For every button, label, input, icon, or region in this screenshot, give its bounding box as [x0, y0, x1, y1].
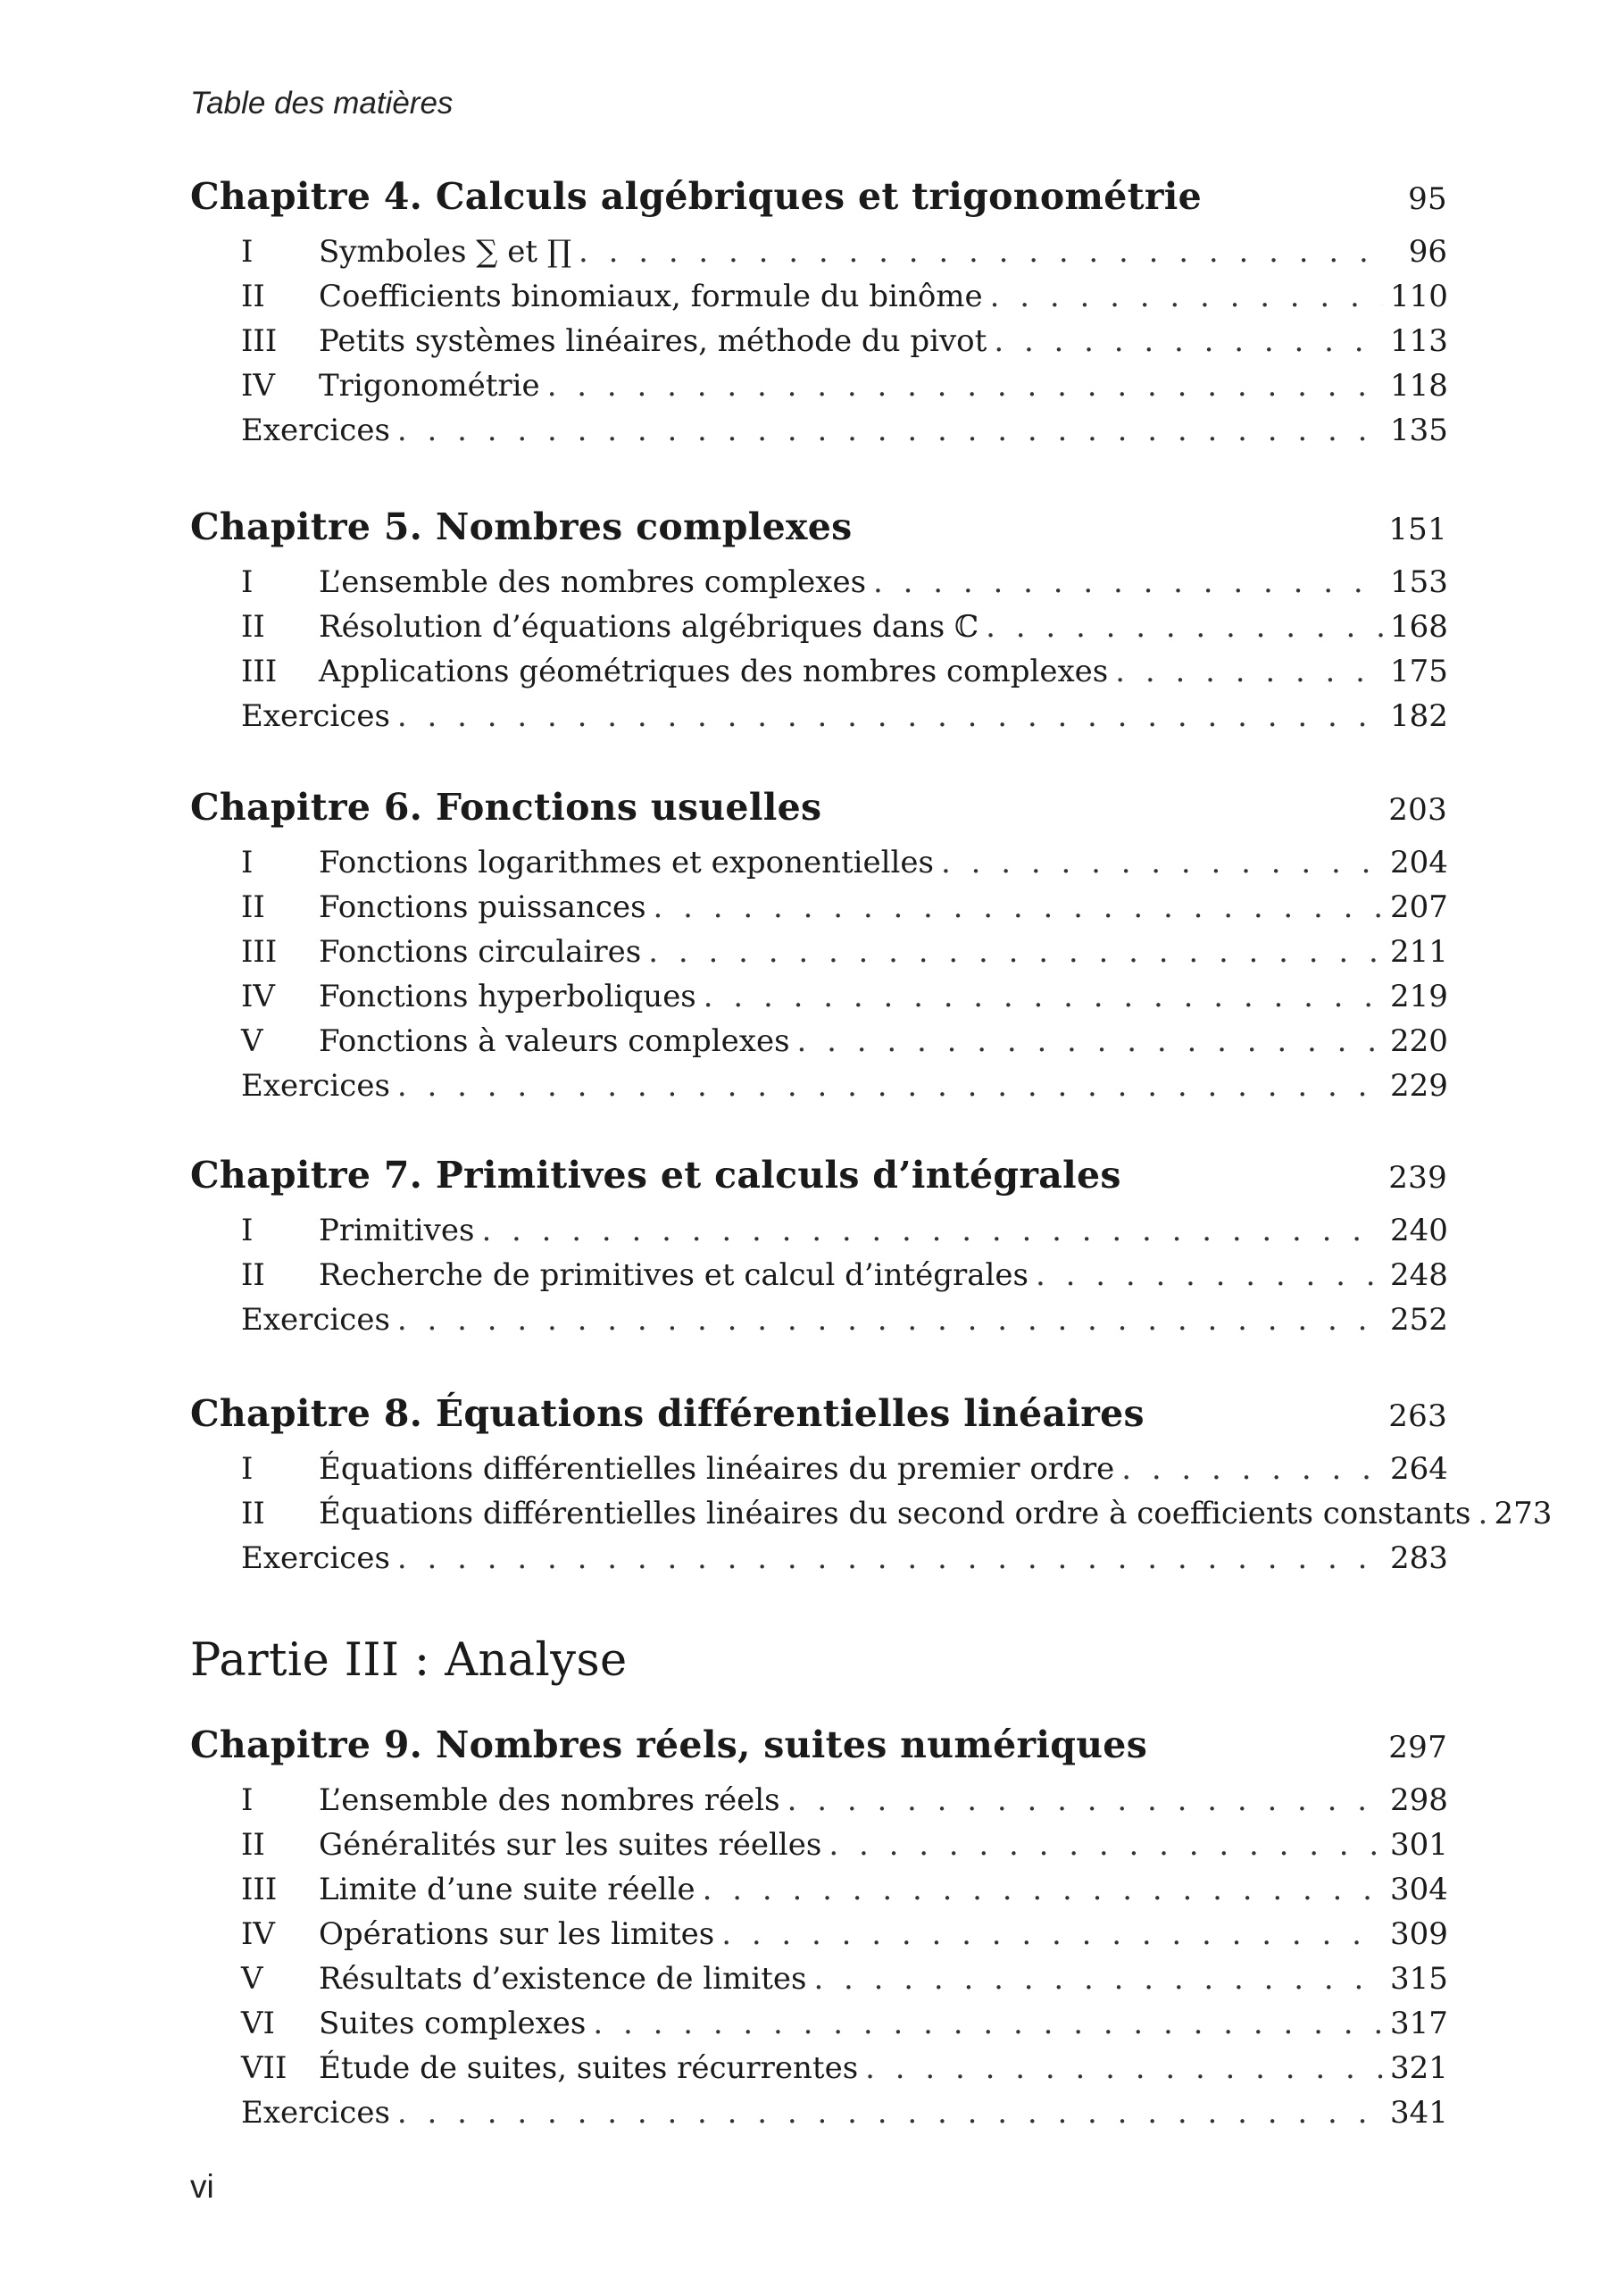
chapter-title: Chapitre 8. Équations différentielles linéaires	[190, 1392, 1145, 1435]
section-number: II	[241, 1496, 265, 1531]
toc-entry[interactable]	[190, 1019, 1447, 1064]
section-page-number: 219	[1390, 979, 1448, 1014]
section-title: Exercices	[241, 413, 390, 448]
section-page-number: 220	[1390, 1023, 1448, 1059]
section-number: I	[241, 1213, 254, 1248]
section-title: L’ensemble des nombres réels	[319, 1782, 780, 1818]
chapter-page-number: 95	[1408, 181, 1447, 217]
section-page-number: 248	[1390, 1257, 1448, 1293]
section-number: V	[241, 1961, 263, 1997]
section-title: Fonctions puissances	[319, 889, 646, 925]
section-page-number: 182	[1390, 698, 1448, 734]
toc-entry[interactable]	[190, 1956, 1447, 2001]
section-title: Exercices	[241, 1540, 390, 1576]
chapter-title: Chapitre 9. Nombres réels, suites numériques	[190, 1723, 1148, 1766]
chapter-heading[interactable]	[190, 171, 1447, 224]
dot-leader	[1478, 1491, 1487, 1536]
section-page-number: 341	[1390, 2095, 1448, 2131]
section-number: II	[241, 279, 265, 314]
toc-entry[interactable]	[190, 1064, 1447, 1108]
section-number: II	[241, 1257, 265, 1293]
section-page-number: 135	[1390, 413, 1448, 448]
section-title: Résultats d’existence de limites	[319, 1961, 807, 1997]
dot-leader	[941, 840, 1383, 885]
section-page-number: 315	[1390, 1961, 1448, 1997]
chapter-page-number: 151	[1388, 512, 1447, 547]
section-list	[190, 229, 1447, 453]
dot-leader	[813, 1956, 1383, 2001]
section-number: V	[241, 1023, 263, 1059]
chapter-title: Chapitre 6. Fonctions usuelles	[190, 786, 822, 829]
chapter-block	[190, 502, 1447, 738]
section-title: Trigonométrie	[319, 368, 540, 404]
section-title: Petits systèmes linéaires, méthode du pivot	[319, 323, 987, 359]
section-title: Fonctions hyperboliques	[319, 979, 696, 1014]
toc-entry[interactable]	[190, 840, 1447, 885]
toc-entry[interactable]	[190, 1491, 1553, 1536]
section-page-number: 211	[1390, 934, 1448, 970]
toc-entry[interactable]	[190, 229, 1447, 274]
section-title: Applications géométriques des nombres complexes	[319, 654, 1109, 689]
dot-leader	[873, 560, 1383, 605]
chapter-block	[190, 1389, 1553, 1581]
section-number: I	[241, 1451, 254, 1487]
section-page-number: 153	[1390, 564, 1448, 600]
chapter-heading[interactable]	[190, 1720, 1447, 1773]
section-title: Exercices	[241, 698, 390, 734]
section-list	[190, 1447, 1553, 1581]
section-page-number: 204	[1390, 845, 1448, 880]
section-list	[190, 560, 1447, 738]
chapter-block	[190, 1720, 1447, 2135]
toc-entry[interactable]	[190, 1536, 1447, 1581]
section-page-number: 252	[1390, 1302, 1448, 1338]
section-title: Fonctions à valeurs complexes	[319, 1023, 790, 1059]
toc-entry[interactable]	[190, 1823, 1447, 1867]
chapter-block	[190, 1150, 1447, 1342]
section-number: I	[241, 234, 254, 270]
chapter-page-number: 263	[1388, 1398, 1447, 1434]
section-list	[190, 1208, 1447, 1342]
toc-entry[interactable]	[190, 560, 1447, 605]
dot-leader	[397, 694, 1383, 738]
section-title: Étude de suites, suites récurrentes	[319, 2050, 859, 2086]
section-number: IV	[241, 368, 275, 404]
chapter-title: Chapitre 4. Calculs algébriques et trigonométrie	[190, 175, 1203, 218]
toc-entry[interactable]	[190, 885, 1447, 930]
toc-entry[interactable]	[190, 274, 1447, 319]
section-title: Primitives	[319, 1213, 475, 1248]
page-number: vi	[190, 2168, 214, 2205]
dot-leader	[481, 1208, 1383, 1253]
section-list	[190, 840, 1447, 1108]
chapter-title: Chapitre 5. Nombres complexes	[190, 505, 853, 548]
section-page-number: 264	[1390, 1451, 1448, 1487]
toc-entry[interactable]	[190, 605, 1447, 649]
toc-entry[interactable]	[190, 2090, 1447, 2135]
section-title: Opérations sur les limites	[319, 1916, 715, 1952]
section-title: Fonctions logarithmes et exponentielles	[319, 845, 934, 880]
chapter-page-number: 239	[1388, 1160, 1447, 1196]
toc-entry[interactable]	[190, 319, 1447, 363]
dot-leader	[397, 1064, 1383, 1108]
chapter-page-number: 297	[1388, 1730, 1447, 1765]
section-number: I	[241, 1782, 254, 1818]
dot-leader	[648, 930, 1383, 974]
section-page-number: 118	[1390, 368, 1448, 404]
toc-entry[interactable]	[190, 930, 1447, 974]
dot-leader	[1121, 1447, 1383, 1491]
dot-leader	[593, 2001, 1383, 2046]
section-title: Limite d’une suite réelle	[319, 1872, 695, 1907]
dot-leader	[703, 1867, 1383, 1912]
dot-leader	[986, 605, 1383, 649]
toc-entry[interactable]	[190, 363, 1447, 408]
section-title: Résolution d’équations algébriques dans ℂ	[319, 609, 979, 645]
section-page-number: 283	[1390, 1540, 1448, 1576]
section-title: L’ensemble des nombres complexes	[319, 564, 867, 600]
section-page-number: 321	[1390, 2050, 1448, 2086]
chapter-heading[interactable]	[190, 1150, 1447, 1203]
toc-entry[interactable]	[190, 1778, 1447, 1823]
section-number: III	[241, 934, 278, 970]
section-number: III	[241, 323, 278, 359]
section-title: Généralités sur les suites réelles	[319, 1827, 822, 1863]
section-title: Fonctions circulaires	[319, 934, 642, 970]
dot-leader	[797, 1019, 1383, 1064]
section-title: Équations différentielles linéaires du premier ordre	[319, 1451, 1115, 1487]
chapter-block	[190, 782, 1447, 1108]
section-page-number: 113	[1390, 323, 1448, 359]
dot-leader	[397, 408, 1383, 453]
dot-leader	[1115, 649, 1383, 694]
chapter-block	[190, 171, 1447, 453]
dot-leader	[397, 1297, 1383, 1342]
dot-leader	[994, 319, 1383, 363]
section-page-number: 168	[1390, 609, 1448, 645]
part-title: Partie III : Analyse	[190, 1634, 628, 1687]
section-page-number: 229	[1390, 1068, 1448, 1104]
dot-leader	[397, 1536, 1383, 1581]
section-title: Symboles ∑ et ∏	[319, 234, 571, 270]
dot-leader	[547, 363, 1383, 408]
toc-entry[interactable]	[190, 1912, 1447, 1956]
section-page-number: 240	[1390, 1213, 1448, 1248]
section-title: Équations différentielles linéaires du second ordre à coefficients constants	[319, 1496, 1471, 1531]
dot-leader	[721, 1912, 1383, 1956]
section-number: II	[241, 609, 265, 645]
section-page-number: 309	[1390, 1916, 1448, 1952]
section-page-number: 110	[1390, 279, 1448, 314]
section-page-number: 175	[1390, 654, 1448, 689]
dot-leader	[397, 2090, 1383, 2135]
section-title: Coefficients binomiaux, formule du binôme	[319, 279, 983, 314]
dot-leader	[865, 2046, 1383, 2090]
toc-entry[interactable]	[190, 649, 1447, 694]
section-title: Exercices	[241, 2095, 390, 2131]
chapter-heading[interactable]	[190, 1389, 1447, 1441]
dot-leader	[1036, 1253, 1383, 1297]
toc-entry[interactable]	[190, 1253, 1447, 1297]
dot-leader	[990, 274, 1383, 319]
section-number: VII	[241, 2050, 287, 2086]
section-list	[190, 1778, 1447, 2135]
section-title: Recherche de primitives et calcul d’intégrales	[319, 1257, 1029, 1293]
section-number: III	[241, 1872, 278, 1907]
section-number: II	[241, 1827, 265, 1863]
section-number: I	[241, 845, 254, 880]
chapter-page-number: 203	[1388, 792, 1447, 828]
section-number: IV	[241, 979, 275, 1014]
toc-entry[interactable]	[190, 1208, 1447, 1253]
toc-entry[interactable]	[190, 2001, 1447, 2046]
dot-leader	[829, 1823, 1383, 1867]
section-number: II	[241, 889, 265, 925]
dot-leader	[787, 1778, 1383, 1823]
chapter-heading[interactable]	[190, 782, 1447, 835]
section-number: I	[241, 564, 254, 600]
running-head: Table des matières	[190, 86, 454, 121]
section-title: Exercices	[241, 1302, 390, 1338]
section-page-number: 96	[1408, 234, 1447, 270]
dot-leader	[704, 974, 1383, 1019]
dot-leader	[654, 885, 1383, 930]
part-heading[interactable]	[190, 1634, 1447, 1688]
toc-entry[interactable]	[190, 1867, 1447, 1912]
section-number: VI	[241, 2006, 275, 2041]
chapter-title: Chapitre 7. Primitives et calculs d’intégrales	[190, 1154, 1121, 1197]
chapter-heading[interactable]	[190, 502, 1447, 555]
toc-entry[interactable]	[190, 1447, 1447, 1491]
section-number: IV	[241, 1916, 275, 1952]
section-page-number: 301	[1390, 1827, 1448, 1863]
section-page-number: 317	[1390, 2006, 1448, 2041]
section-title: Suites complexes	[319, 2006, 587, 2041]
toc-entry[interactable]	[190, 694, 1447, 738]
section-title: Exercices	[241, 1068, 390, 1104]
toc-entry[interactable]	[190, 408, 1447, 453]
section-number: III	[241, 654, 278, 689]
section-page-number: 273	[1494, 1496, 1553, 1531]
toc-entry[interactable]	[190, 1297, 1447, 1342]
section-page-number: 304	[1390, 1872, 1448, 1907]
dot-leader	[579, 229, 1383, 274]
toc-entry[interactable]	[190, 2046, 1447, 2090]
toc-entry[interactable]	[190, 974, 1447, 1019]
section-page-number: 298	[1390, 1782, 1448, 1818]
section-page-number: 207	[1390, 889, 1448, 925]
